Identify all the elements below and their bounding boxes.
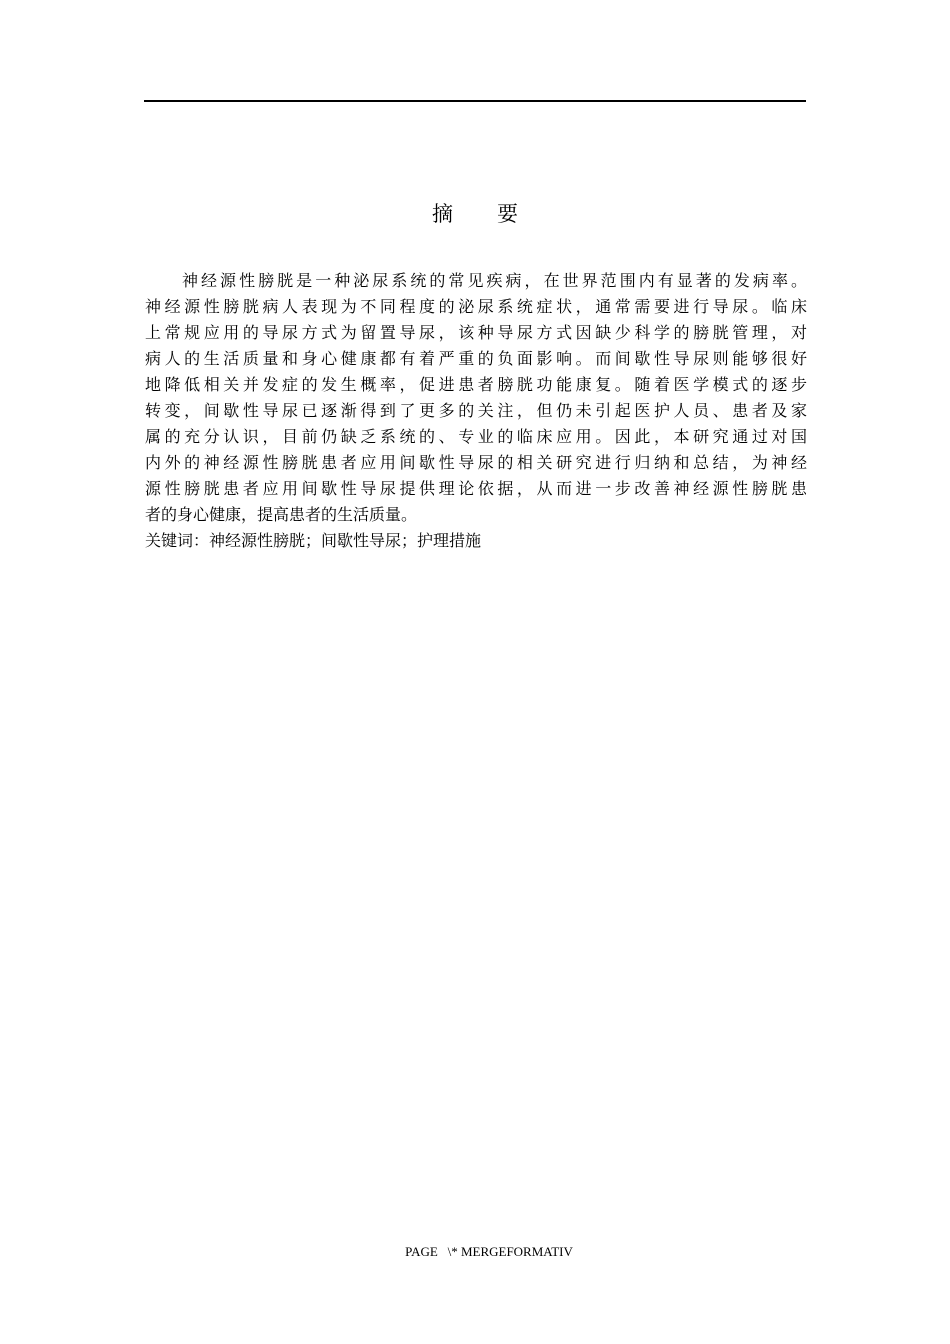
abstract-line: 内外的神经源性膀胱患者应用间歇性导尿的相关研究进行归纳和总结，为神经	[145, 453, 807, 472]
keywords-row	[145, 528, 807, 554]
keywords-label: 关键词：	[145, 531, 210, 550]
header-rule	[144, 100, 806, 102]
abstract-line: 神经源性膀胱是一种泌尿系统的常见疾病，在世界范围内有显著的发病率。	[182, 271, 807, 290]
keywords-text: 神经源性膀胱；间歇性导尿；护理措施	[209, 531, 482, 550]
abstract-line: 者的身心健康，提高患者的生活质量。	[145, 505, 418, 524]
abstract-line: 病人的生活质量和身心健康都有着严重的负面影响。而间歇性导尿则能够很好	[145, 349, 807, 368]
abstract-title: 摘要	[432, 202, 562, 226]
abstract-line: 属的充分认识，目前仍缺乏系统的、专业的临床应用。因此，本研究通过对国	[145, 427, 807, 446]
abstract-line: 上常规应用的导尿方式为留置导尿，该种导尿方式因缺少科学的膀胱管理，对	[145, 323, 807, 342]
page-footer: PAGE \* MERGEFORMATIV	[405, 1244, 573, 1259]
abstract-line: 神经源性膀胱病人表现为不同程度的泌尿系统症状，通常需要进行导尿。临床	[145, 297, 807, 316]
abstract-line: 地降低相关并发症的发生概率，促进患者膀胱功能康复。随着医学模式的逐步	[145, 375, 807, 394]
abstract-line: 源性膀胱患者应用间歇性导尿提供理论依据，从而进一步改善神经源性膀胱患	[145, 479, 807, 498]
abstract-body	[145, 268, 807, 554]
abstract-line: 转变，间歇性导尿已逐渐得到了更多的关注，但仍未引起医护人员、患者及家	[145, 401, 807, 420]
